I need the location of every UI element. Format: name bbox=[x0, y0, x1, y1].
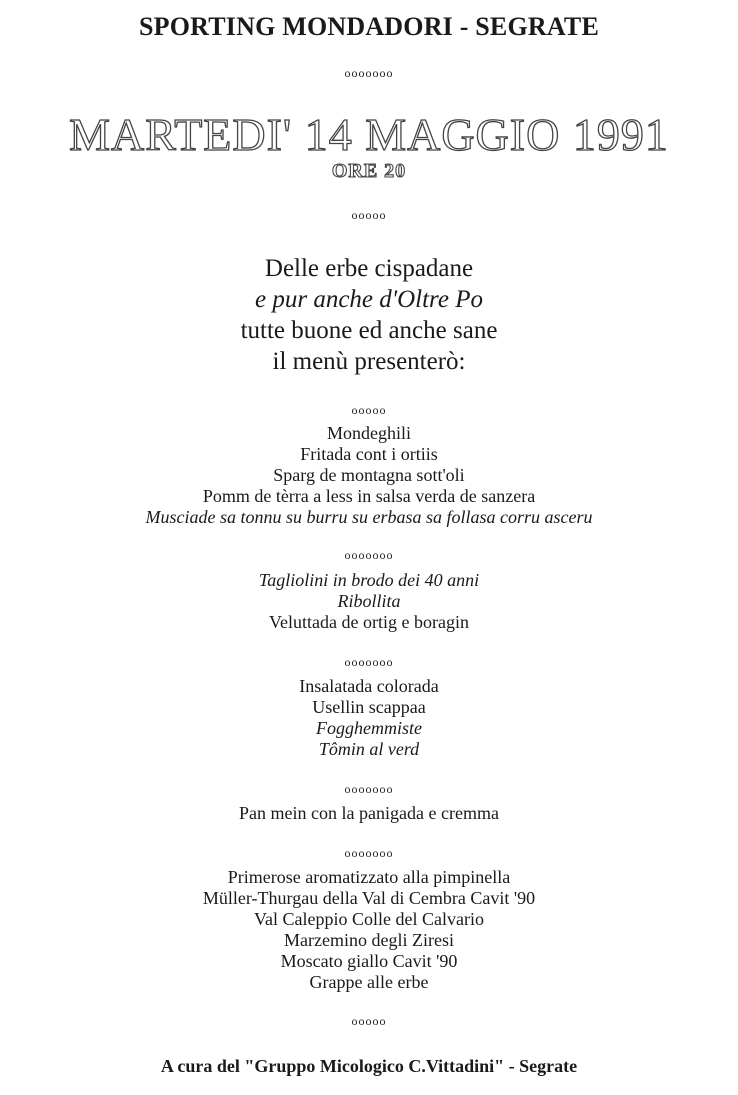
menu-item: Moscato giallo Cavit '90 bbox=[280, 951, 458, 971]
poem-line-1: Delle erbe cispadane bbox=[264, 255, 474, 282]
menu-item: Tagliolini in brodo dei 40 anni bbox=[258, 570, 480, 590]
separator-2: ooooo bbox=[351, 208, 387, 222]
menu-item: Sparg de montagna sott'oli bbox=[273, 465, 465, 485]
menu-item: Ribollita bbox=[337, 591, 401, 611]
menu-item: Pomm de tèrra a less in salsa verda de sanzera bbox=[202, 486, 536, 506]
menu-item: Primerose aromatizzato alla pimpinella bbox=[227, 867, 511, 887]
separator-1: ooooooo bbox=[344, 66, 394, 80]
menu-item: Mondeghili bbox=[327, 423, 411, 443]
menu-item: Veluttada de ortig e boragin bbox=[269, 612, 469, 632]
menu-item: Grappe alle erbe bbox=[309, 972, 429, 992]
separator-6: ooooooo bbox=[344, 782, 394, 796]
menu-item: Usellin scappaa bbox=[312, 697, 426, 717]
menu-item: Insalatada colorada bbox=[299, 676, 439, 696]
separator-3: ooooo bbox=[351, 403, 387, 417]
poem-line-4: il menù presenterò: bbox=[272, 348, 466, 375]
separator-8: ooooo bbox=[351, 1014, 387, 1028]
menu-item: Marzemino degli Ziresi bbox=[284, 930, 454, 950]
menu-item: Musciade sa tonnu su burru su erbasa sa follasa corru asceru bbox=[145, 507, 593, 527]
menu-item: Müller-Thurgau della Val di Cembra Cavit '90 bbox=[202, 888, 536, 908]
separator-4: ooooooo bbox=[344, 548, 394, 562]
separator-7: ooooooo bbox=[344, 846, 394, 860]
footer-credit: A cura del "Gruppo Micologico C.Vittadini" - Segrate bbox=[160, 1056, 578, 1076]
menu-dolce: Pan mein con la panigada e cremma bbox=[239, 803, 499, 823]
event-time: ORE 20 bbox=[331, 160, 407, 182]
menu-item: Val Caleppio Colle del Calvario bbox=[254, 909, 484, 929]
poem-line-2: e pur anche d'Oltre Po bbox=[255, 286, 483, 313]
event-title: SPORTING MONDADORI - SEGRATE bbox=[139, 12, 599, 41]
menu-item: Fogghemmiste bbox=[316, 718, 422, 738]
menu-item: Fritada cont i ortiis bbox=[300, 444, 438, 464]
separator-5: ooooooo bbox=[344, 655, 394, 669]
poem-line-3: tutte buone ed anche sane bbox=[240, 317, 498, 344]
menu-item: Tômin al verd bbox=[318, 739, 420, 759]
event-date: MARTEDI' 14 MAGGIO 1991 bbox=[69, 109, 669, 160]
